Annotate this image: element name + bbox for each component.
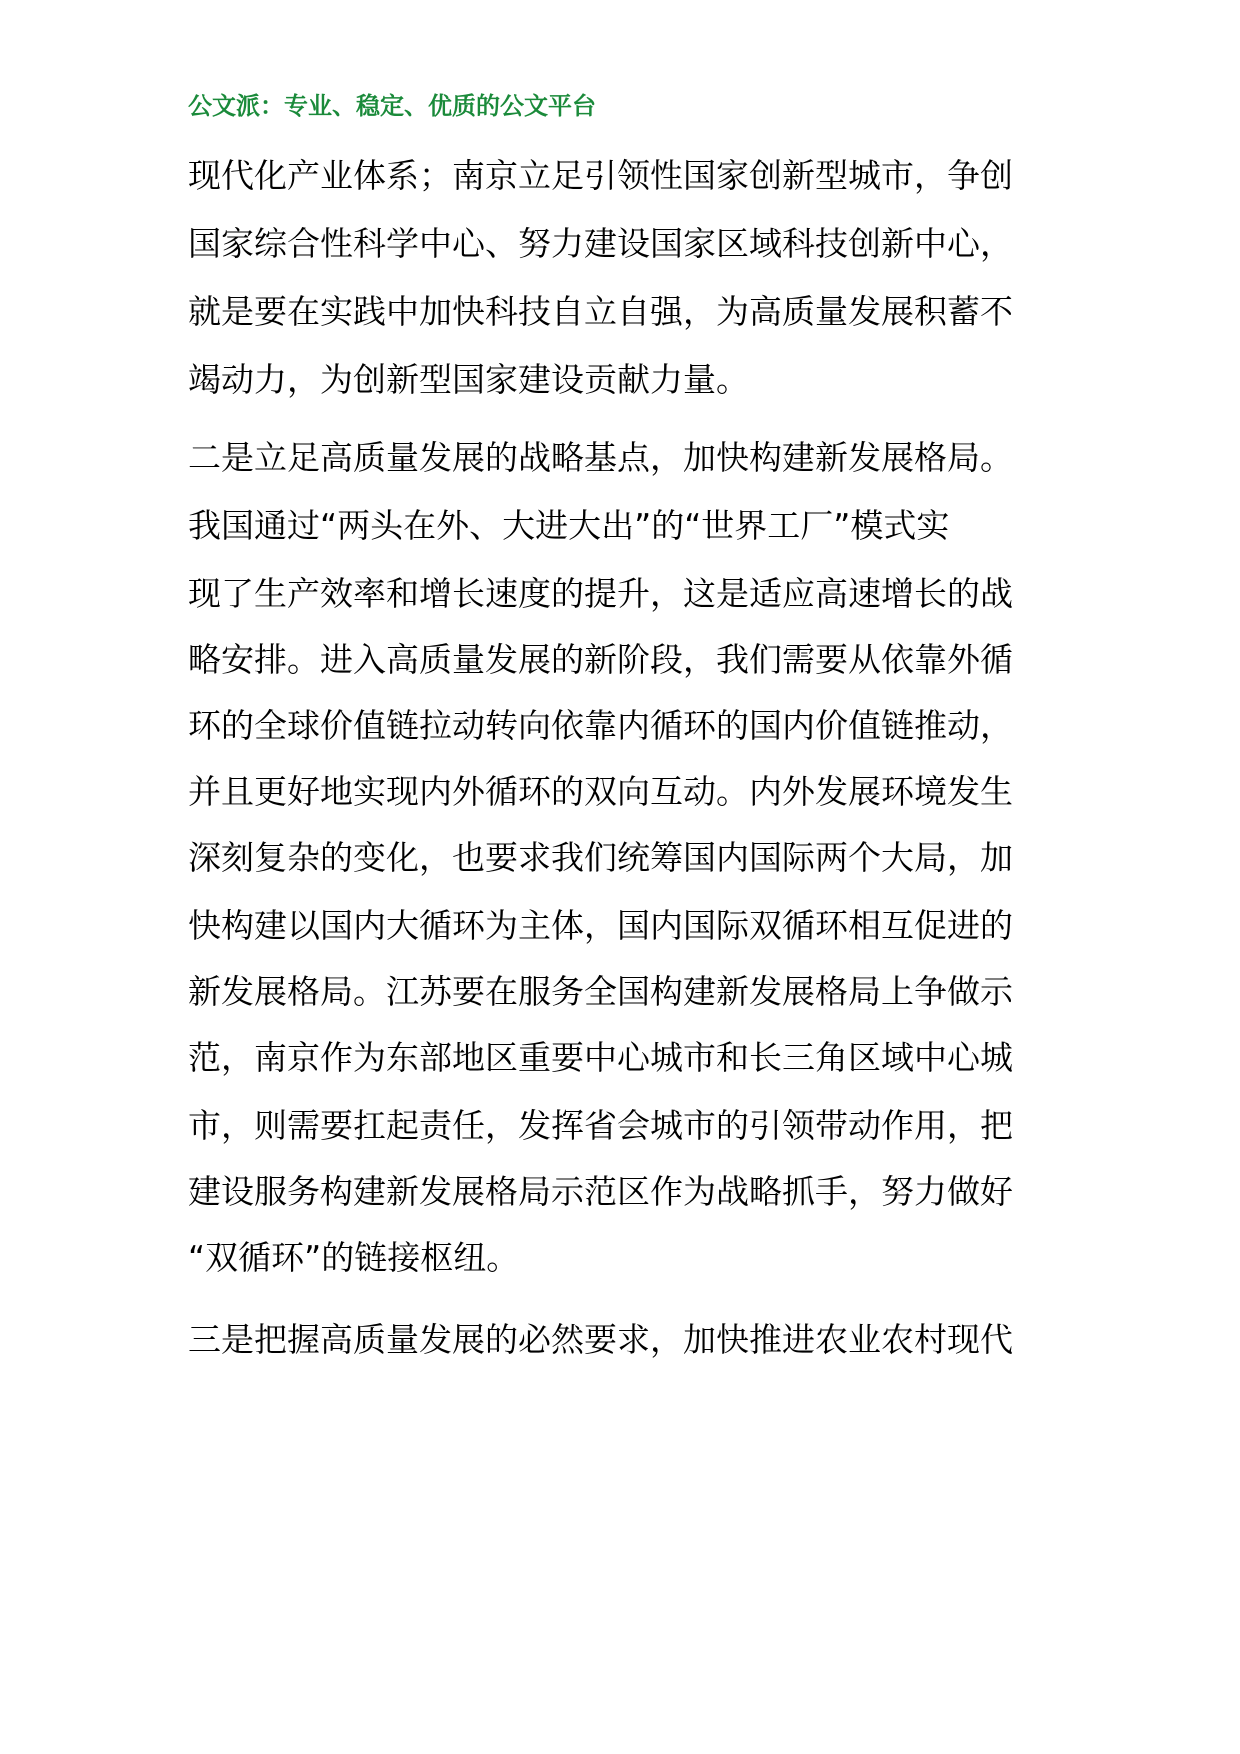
text-line: 环的全球价值链拉动转向依靠内循环的国内价值链推动， [188,706,1013,745]
text-line: 就是要在实践中加快科技自立自强，为高质量发展积蓄不 [188,292,1013,331]
text-line: 三是把握高质量发展的必然要求，加快推进农业农村现代 [188,1320,1013,1359]
text-line: 建设服务构建新发展格局示范区作为战略抓手，努力做好 [188,1172,1013,1211]
text-line: 现代化产业体系；南京立足引领性国家创新型城市，争创 [188,156,1013,195]
text-line: 深刻复杂的变化，也要求我们统筹国内国际两个大局，加 [188,838,1013,877]
text-line: 国家综合性科学中心、努力建设国家区域科技创新中心， [188,224,1013,263]
text-line: 快构建以国内大循环为主体，国内国际双循环相互促进的 [188,906,1013,945]
text-line: 二是立足高质量发展的战略基点，加快构建新发展格局。 [188,438,1013,477]
text-line: 并且更好地实现内外循环的双向互动。内外发展环境发生 [188,772,1013,811]
text-line: 新发展格局。江苏要在服务全国构建新发展格局上争做示 [188,972,1013,1011]
text-line: “双循环”的链接枢纽。 [188,1238,520,1277]
text-line: 范，南京作为东部地区重要中心城市和长三角区域中心城 [188,1038,1013,1077]
text-line: 现了生产效率和增长速度的提升，这是适应高速增长的战 [188,574,1013,613]
text-line: 市，则需要扛起责任，发挥省会城市的引领带动作用，把 [188,1106,1013,1145]
page-header-title: 公文派：专业、稳定、优质的公文平台 [188,92,596,120]
text-line: 我国通过“两头在外、大进大出”的“世界工厂”模式实 [188,506,950,545]
text-line: 竭动力，为创新型国家建设贡献力量。 [188,360,749,399]
text-line: 略安排。进入高质量发展的新阶段，我们需要从依靠外循 [188,640,1013,679]
